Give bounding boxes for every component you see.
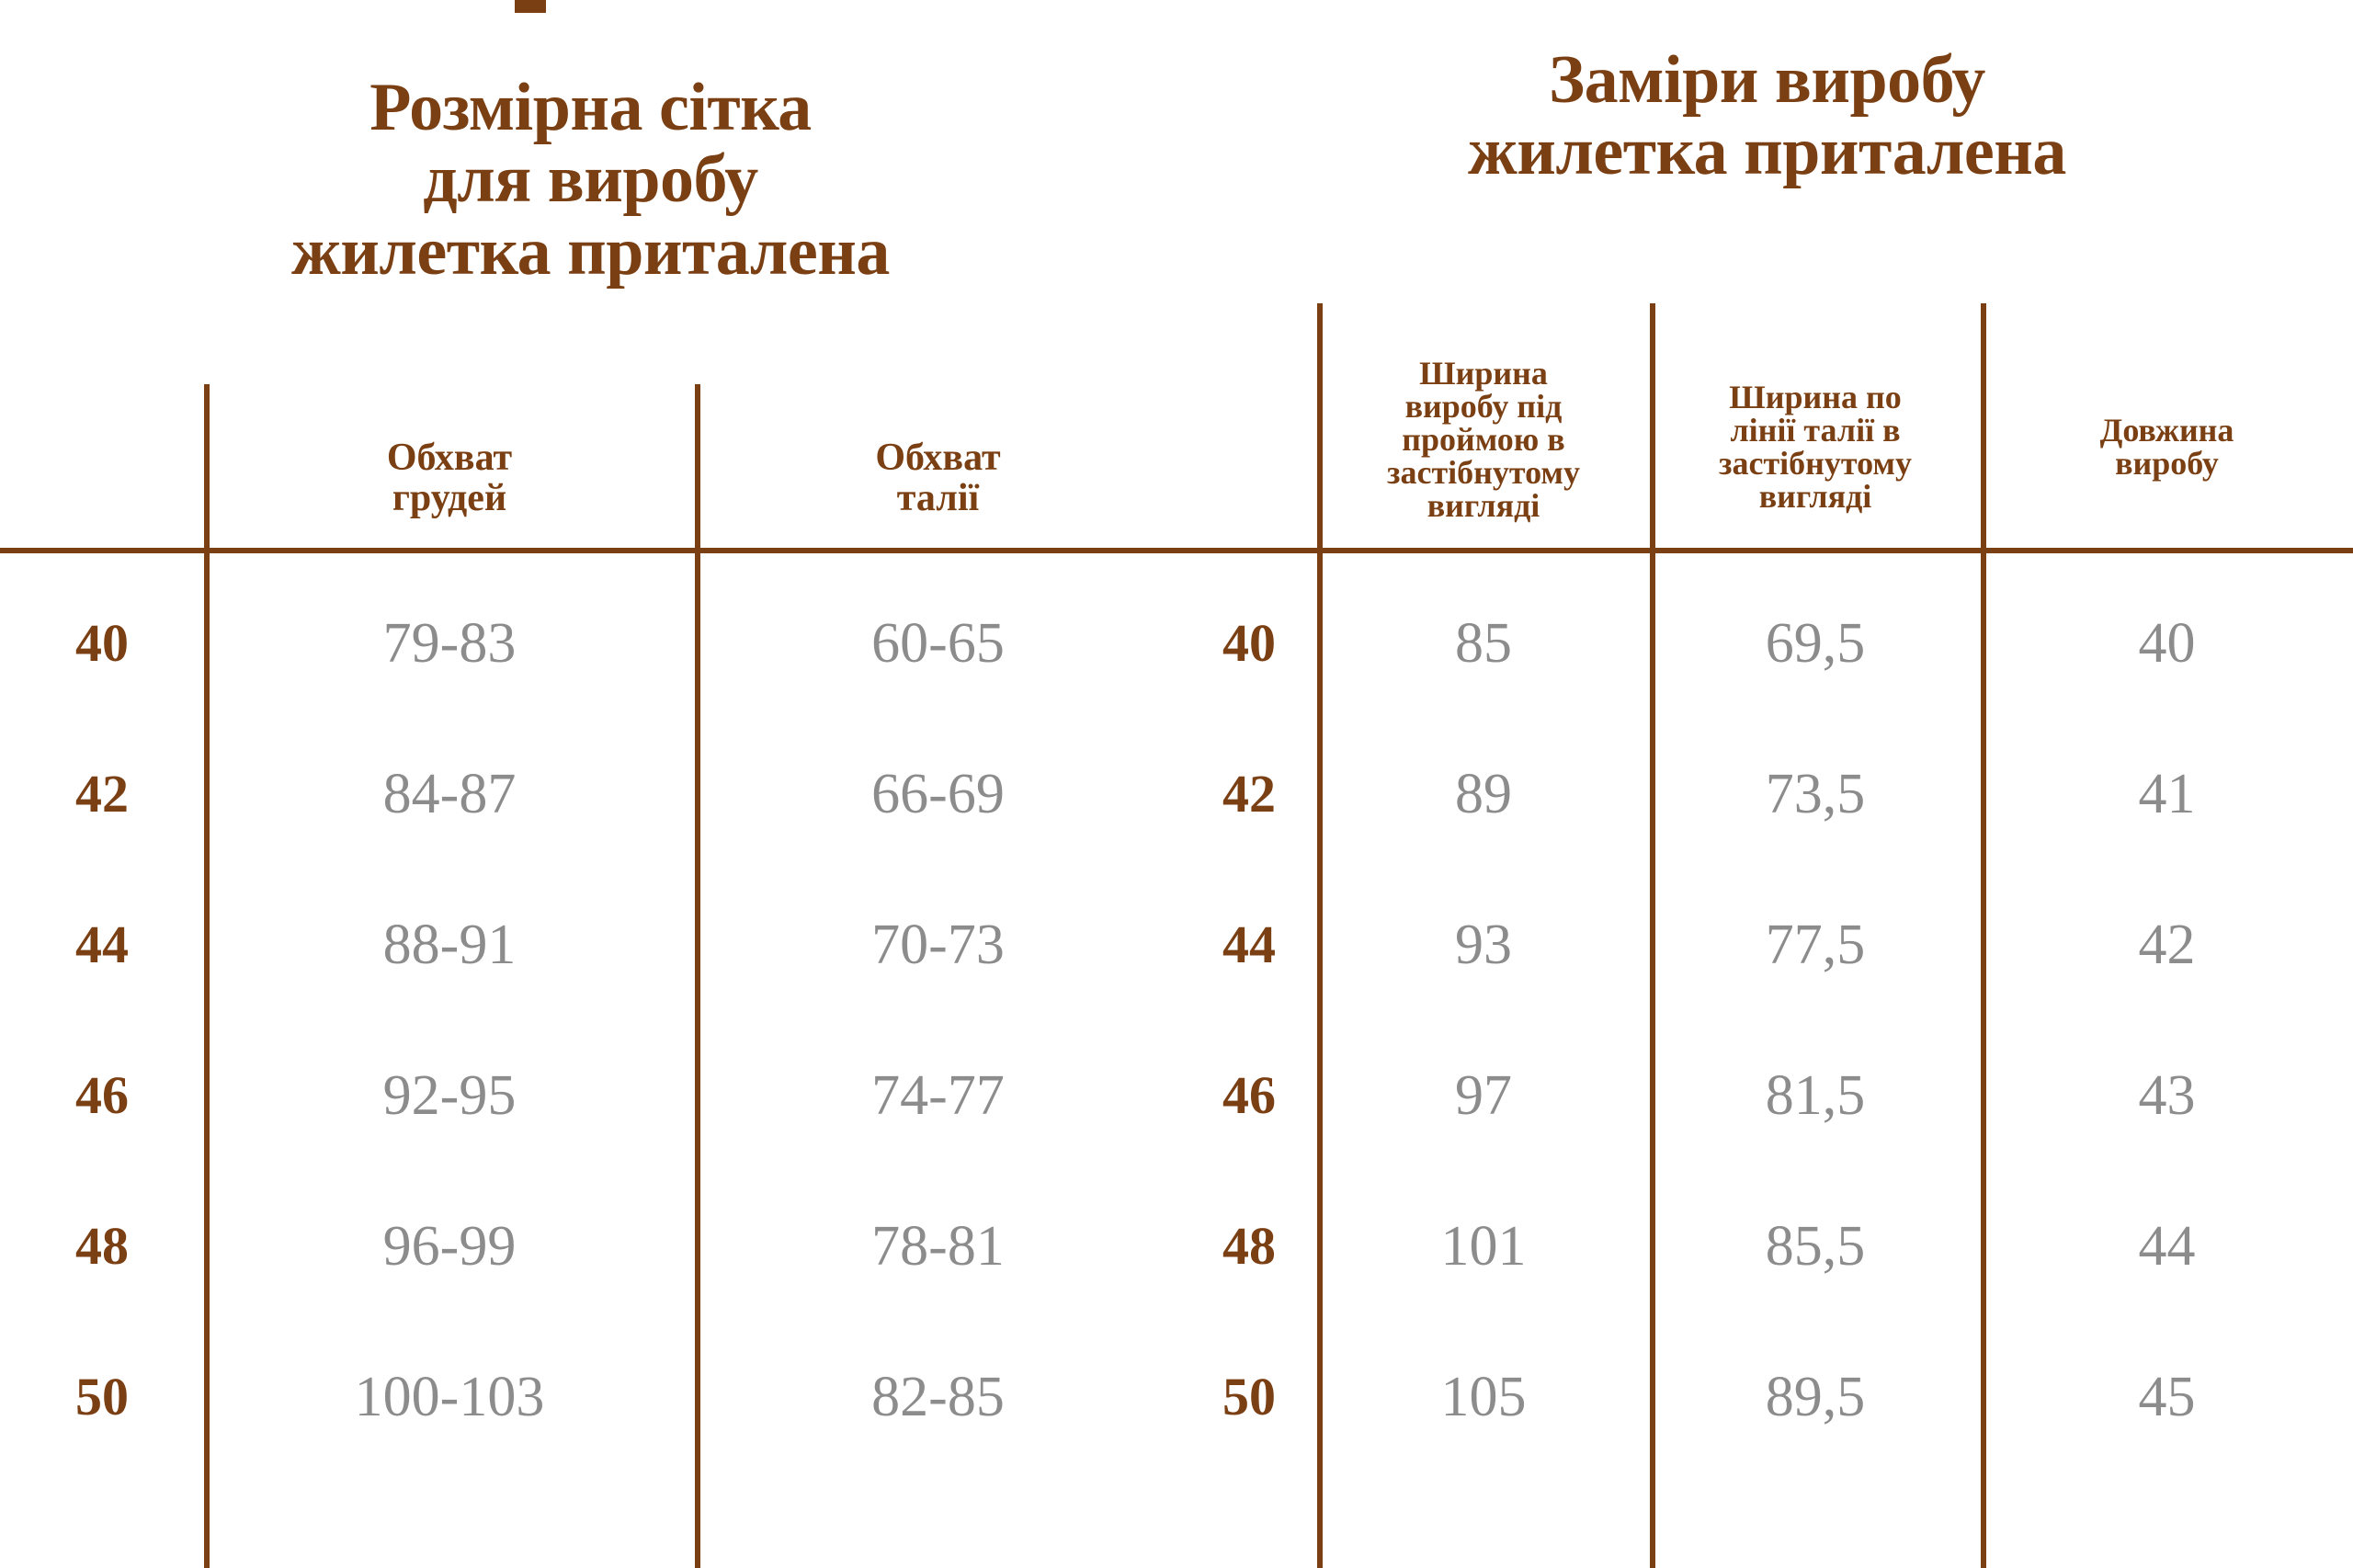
- left-cell-waist: 66-69: [871, 763, 1005, 825]
- left-cell-waist: 82-85: [871, 1366, 1005, 1428]
- right-header-waist-line-4: вигляді: [1758, 478, 1872, 515]
- right-cell-size: 48: [1222, 1216, 1276, 1276]
- left-title-line-3: жилетка приталена: [291, 213, 890, 290]
- right-cell-size: 40: [1222, 613, 1276, 673]
- right-header-waist-line-1: Ширина по: [1729, 379, 1902, 415]
- table-row: [0, 1020, 1181, 1171]
- right-cell-length: 41: [2138, 763, 2196, 825]
- right-cell-size: 46: [1222, 1065, 1276, 1125]
- right-header-armhole-line-4: застібнутому: [1387, 454, 1580, 491]
- right-header-rule: [1181, 548, 2353, 553]
- right-header-armhole-width: [1317, 357, 1650, 522]
- table-row: [1181, 869, 2353, 1020]
- left-header-rule: [0, 548, 1181, 553]
- right-cell-length: 43: [2138, 1064, 2196, 1127]
- left-cell-size: 42: [75, 764, 129, 824]
- right-header-armhole-line-2: виробу під: [1404, 388, 1563, 425]
- left-cell-chest: 92-95: [382, 1064, 517, 1127]
- right-header-waist-line-3: застібнутому: [1719, 445, 1912, 482]
- left-cell-waist: 60-65: [871, 612, 1005, 675]
- table-row: [0, 1322, 1181, 1472]
- left-cell-waist: 74-77: [871, 1064, 1005, 1127]
- table-row: [1181, 568, 2353, 719]
- right-cell-waist: 89,5: [1765, 1366, 1866, 1428]
- left-header-waist-line-2: талії: [896, 477, 980, 520]
- right-title-line-2: жилетка приталена: [1468, 114, 2066, 190]
- right-cell-length: 44: [2138, 1215, 2196, 1278]
- left-cell-chest: 79-83: [382, 612, 517, 675]
- left-title: [0, 0, 1181, 288]
- right-cell-length: 45: [2138, 1366, 2196, 1428]
- table-row: [1181, 719, 2353, 869]
- right-cell-armhole: 97: [1455, 1064, 1512, 1127]
- table-row: [1181, 1020, 2353, 1171]
- right-cell-armhole: 89: [1455, 763, 1512, 825]
- left-cell-size: 40: [75, 613, 129, 673]
- right-cell-armhole: 85: [1455, 612, 1512, 675]
- table-row: [0, 719, 1181, 869]
- right-cell-armhole: 105: [1440, 1366, 1527, 1428]
- table-row: [0, 869, 1181, 1020]
- left-title-line-1: Розмірна сітка: [369, 70, 812, 145]
- right-cell-size: 42: [1222, 764, 1276, 824]
- right-cell-size: 50: [1222, 1367, 1276, 1426]
- left-cell-size: 46: [75, 1065, 129, 1125]
- table-row: [0, 1171, 1181, 1322]
- left-header-waist: [695, 437, 1181, 518]
- right-cell-armhole: 101: [1440, 1215, 1527, 1278]
- right-cell-size: 44: [1222, 915, 1276, 974]
- right-cell-waist: 77,5: [1765, 914, 1866, 976]
- left-title-line-2: для виробу: [423, 142, 758, 218]
- right-cell-waist: 81,5: [1765, 1064, 1866, 1127]
- right-cell-waist: 69,5: [1765, 612, 1866, 675]
- right-header-waist-line-2: лінії талії в: [1730, 412, 1901, 449]
- left-cell-chest: 88-91: [382, 914, 517, 976]
- table-row: [1181, 1171, 2353, 1322]
- left-cell-waist: 70-73: [871, 914, 1005, 976]
- right-cell-length: 42: [2138, 914, 2196, 976]
- left-cell-size: 50: [75, 1367, 129, 1426]
- right-title-line-1: Заміри виробу: [1549, 42, 1985, 118]
- table-row: [1181, 1322, 2353, 1472]
- right-cell-length: 40: [2138, 612, 2196, 675]
- left-header-waist-line-1: Обхват: [875, 437, 1001, 479]
- right-header-length: [1981, 414, 2353, 480]
- left-cell-size: 44: [75, 915, 129, 974]
- size-grid-table: [0, 384, 1181, 1568]
- right-header-waist-width: [1650, 381, 1981, 513]
- left-header-chest-line-1: Обхват: [386, 437, 513, 479]
- left-cell-waist: 78-81: [871, 1215, 1005, 1278]
- right-cell-waist: 73,5: [1765, 763, 1866, 825]
- right-title: [1181, 0, 2353, 188]
- right-header-length-line-1: Довжина: [2099, 412, 2234, 449]
- right-header-length-line-2: виробу: [2115, 445, 2219, 482]
- right-header-armhole-line-1: Ширина: [1419, 355, 1548, 392]
- measurements-table: [1181, 303, 2353, 1568]
- left-header-chest: [204, 437, 695, 518]
- right-header-armhole-line-5: вигляді: [1427, 487, 1540, 524]
- left-header-chest-line-2: грудей: [392, 477, 507, 520]
- right-cell-waist: 85,5: [1765, 1215, 1866, 1278]
- left-cell-chest: 100-103: [354, 1366, 545, 1428]
- left-cell-size: 48: [75, 1216, 129, 1276]
- table-row: [0, 568, 1181, 719]
- right-header-armhole-line-3: проймою в: [1402, 421, 1565, 458]
- left-cell-chest: 96-99: [382, 1215, 517, 1278]
- right-cell-armhole: 93: [1455, 914, 1512, 976]
- left-cell-chest: 84-87: [382, 763, 517, 825]
